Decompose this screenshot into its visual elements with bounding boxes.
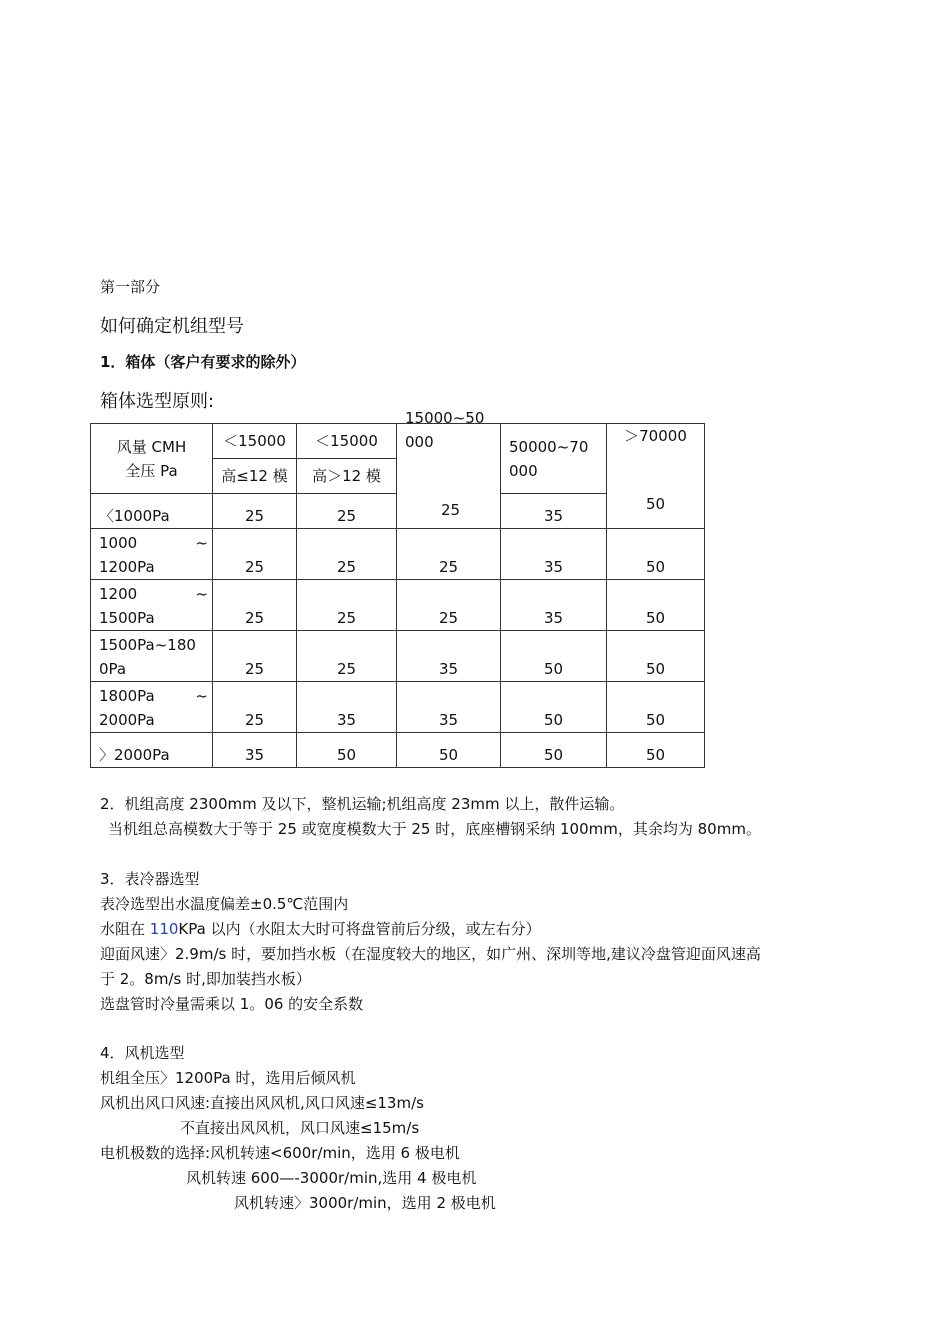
cell: 50 bbox=[607, 733, 705, 768]
section-3-line-3: 迎面风速〉2.9m/s 时，要加挡水板（在湿度较大的地区，如广州、深圳等地,建议冷盘管迎面风速高 bbox=[100, 945, 761, 963]
table-row bbox=[91, 580, 705, 631]
col2-header-top: ＜15000 bbox=[297, 424, 397, 459]
cell: 35 bbox=[397, 682, 501, 733]
section-3-line-2: 水阻在 110KPa 以内（水阻太大时可将盘管前后分级，或左右分） bbox=[100, 920, 541, 938]
cell: 35 bbox=[213, 733, 297, 768]
table-row bbox=[91, 733, 705, 768]
section-2-line-1: 2．机组高度 2300mm 及以下，整机运输;机组高度 23mm 以上，散件运输。 bbox=[100, 795, 625, 813]
col5-header: ＞70000 50 bbox=[607, 424, 705, 529]
part-label: 第一部分 bbox=[100, 278, 161, 296]
col4-header-line2: 000 bbox=[509, 461, 538, 480]
cell: 50 bbox=[607, 682, 705, 733]
cell: 35 bbox=[397, 631, 501, 682]
cell: 50 bbox=[501, 631, 607, 682]
col5-header-text: ＞70000 bbox=[624, 427, 687, 445]
water-resistance-value: 110 bbox=[149, 920, 179, 938]
cell: 50 bbox=[297, 733, 397, 768]
col4-header-line1: 50000~70 bbox=[509, 437, 589, 456]
col3-header: 15000~50 000 25 bbox=[397, 424, 501, 529]
corner-line-pressure: 全压 Pa bbox=[125, 461, 178, 480]
section-3-heading: 3．表冷器选型 bbox=[100, 870, 200, 888]
section-3-line-1: 表冷选型出水温度偏差±0.5℃范围内 bbox=[100, 895, 349, 913]
cell: 25 bbox=[213, 494, 297, 529]
col2-header-bottom: 高＞12 模 bbox=[297, 459, 397, 494]
cell: 50 bbox=[397, 733, 501, 768]
cell: 50 bbox=[607, 631, 705, 682]
corner-line-airflow: 风量 CMH bbox=[116, 437, 187, 456]
cell: 50 bbox=[607, 529, 705, 580]
cell: 25 bbox=[297, 631, 397, 682]
table-corner-header bbox=[91, 424, 213, 494]
table-row bbox=[91, 682, 705, 733]
cell: 25 bbox=[297, 580, 397, 631]
section-3-line-4: 于 2。8m/s 时,即加装挡水板） bbox=[100, 970, 311, 988]
row-label: 1800Pa ~ 2000Pa bbox=[91, 682, 213, 733]
cell: 25 bbox=[297, 529, 397, 580]
section-4-line-4: 电机极数的选择:风机转速<600r/min，选用 6 极电机 bbox=[100, 1144, 460, 1162]
cell: 50 bbox=[501, 733, 607, 768]
row-label: 1500Pa~180 0Pa bbox=[91, 631, 213, 682]
row-label: 〉2000Pa bbox=[91, 733, 213, 768]
section-4-heading: 4．风机选型 bbox=[100, 1044, 185, 1062]
row-label: 〈1000Pa bbox=[91, 494, 213, 529]
cell: 50 bbox=[607, 580, 705, 631]
page-title: 如何确定机组型号 bbox=[100, 316, 244, 337]
cell: 35 bbox=[297, 682, 397, 733]
col3-header-line1: 15000~50 bbox=[405, 409, 485, 427]
col3-header-line2: 000 bbox=[405, 433, 434, 451]
section-2-line-2: 当机组总高模数大于等于 25 或宽度模数大于 25 时，底座槽钢采纳 100mm，其余均为 80mm。 bbox=[108, 820, 761, 838]
cell: 50 bbox=[501, 682, 607, 733]
cell: 25 bbox=[397, 580, 501, 631]
cabinet-selection-table bbox=[90, 409, 705, 768]
cell: 35 bbox=[501, 529, 607, 580]
cell: 25 bbox=[213, 631, 297, 682]
section-4-line-5: 风机转速 600—-3000r/min,选用 4 极电机 bbox=[186, 1169, 477, 1187]
principle-heading: 箱体选型原则: bbox=[100, 391, 215, 412]
cell: 25 bbox=[397, 529, 501, 580]
section-3-line-5: 选盘管时冷量需乘以 1。06 的安全系数 bbox=[100, 995, 364, 1013]
cell: 25 bbox=[213, 529, 297, 580]
section-4-line-6: 风机转速〉3000r/min，选用 2 极电机 bbox=[234, 1194, 496, 1212]
col1-header-top: ＜15000 bbox=[213, 424, 297, 459]
row-label: 1200 ~ 1500Pa bbox=[91, 580, 213, 631]
table-row bbox=[91, 631, 705, 682]
cell: 25 bbox=[213, 682, 297, 733]
section-1-heading: 1．箱体（客户有要求的除外） bbox=[100, 353, 306, 371]
section-4-line-1: 机组全压〉1200Pa 时，选用后倾风机 bbox=[100, 1069, 356, 1087]
table-row bbox=[91, 529, 705, 580]
row-label: 1000 ~ 1200Pa bbox=[91, 529, 213, 580]
cell: 25 bbox=[297, 494, 397, 529]
col4-header bbox=[501, 424, 607, 494]
cell: 35 bbox=[501, 494, 607, 529]
col1-header-bottom: 高≤12 模 bbox=[213, 459, 297, 494]
section-4-line-2: 风机出风口风速:直接出风风机,风口风速≤13m/s bbox=[100, 1094, 424, 1112]
section-4-line-3: 不直接出风风机，风口风速≤15m/s bbox=[180, 1119, 420, 1137]
cell: 25 bbox=[213, 580, 297, 631]
cell: 35 bbox=[501, 580, 607, 631]
